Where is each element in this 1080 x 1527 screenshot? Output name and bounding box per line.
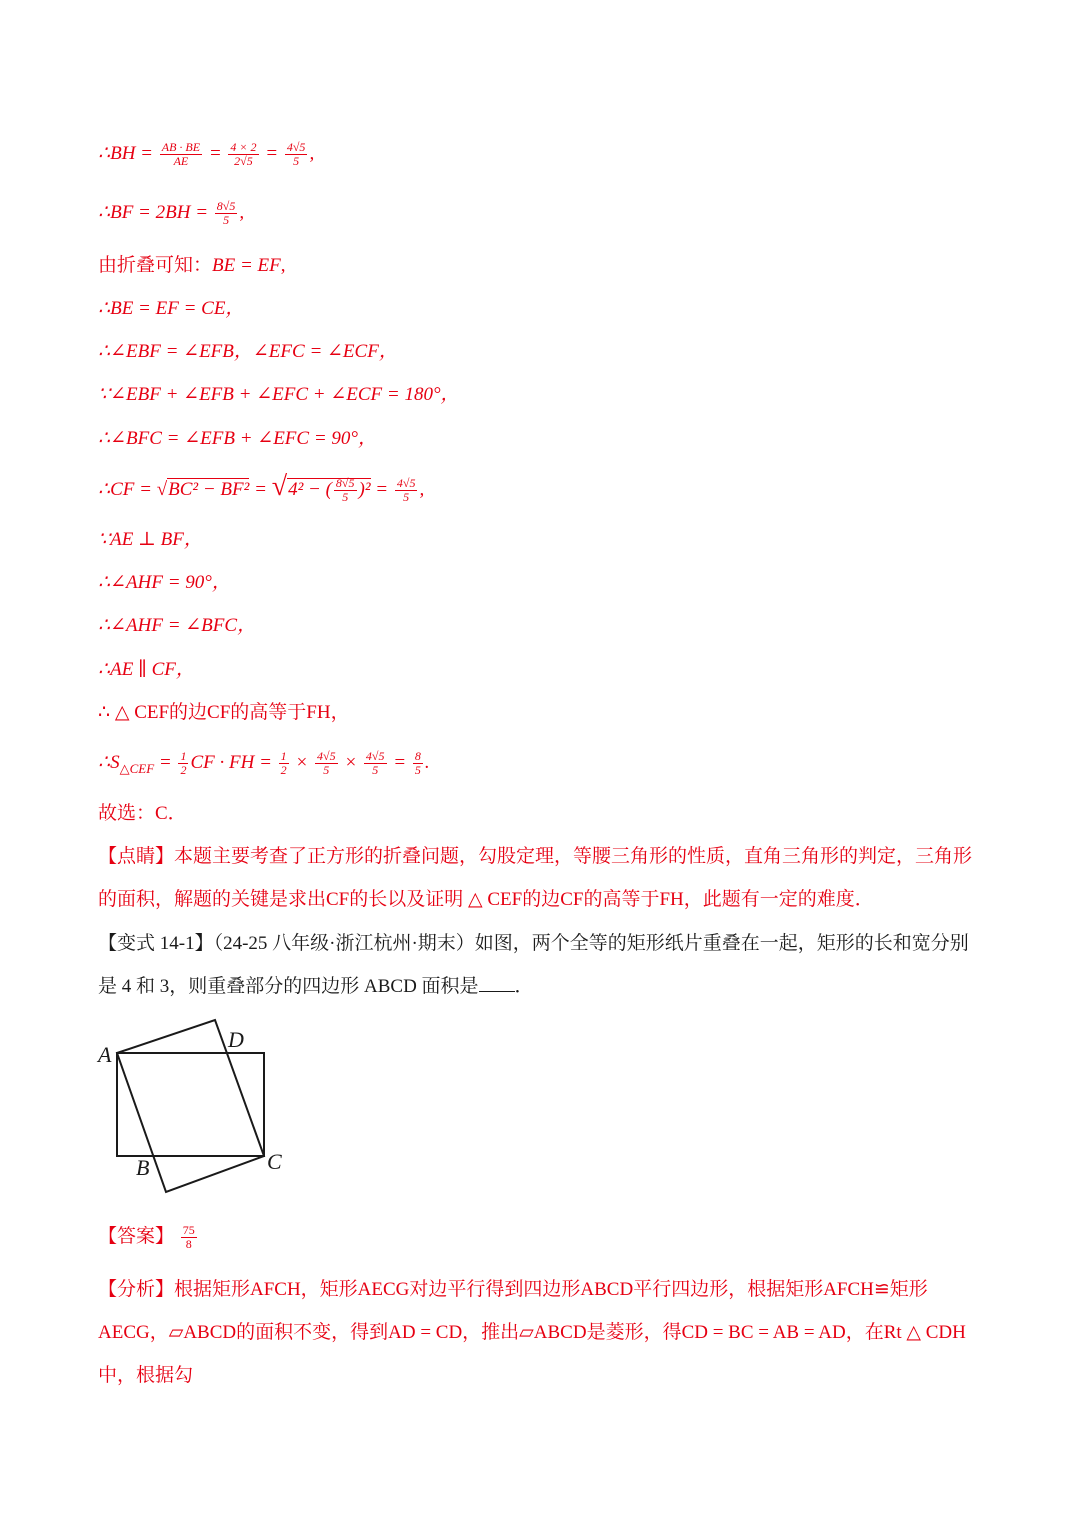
line-bfc-90: ∴∠BFC = ∠EFB + ∠EFC = 90°， xyxy=(98,428,377,449)
fraction: $\frac{8}{5}$ xyxy=(414,749,421,778)
rectangle-horizontal xyxy=(117,1053,264,1156)
rectangles-figure xyxy=(96,1015,296,1200)
line-cf: ∴CF = √BC² − BF² = √4² − ( $\frac{8√5}{5}$ )² = $\frac{4√5}{5}$ , xyxy=(98,471,425,505)
sqrt-4-8sqrt5: 4² − ( $\frac{8√5}{5}$ )² xyxy=(288,476,371,505)
fraction: $\frac{8√5}{5}$ xyxy=(216,199,236,228)
fraction: $\frac{8√5}{5}$ xyxy=(335,476,355,505)
answer-blank xyxy=(479,973,515,992)
line-angles-equal: ∴∠EBF = ∠EFB，∠EFC = ∠ECF， xyxy=(98,341,398,362)
fraction: $\frac{4√5}{5}$ xyxy=(396,476,416,505)
comment-paragraph: 【点睛】本题主要考查了正方形的折叠问题，勾股定理，等腰三角形的性质，直角三角形的判定，三角形的面积，解题的关键是求出CF的长以及证明 △ CEF的边CF的高等于FH，此题有一定的难度． xyxy=(98,846,973,910)
line-be-ef-ce: ∴BE = EF = CE， xyxy=(98,298,245,319)
line-ahf-bfc: ∴∠AHF = ∠BFC， xyxy=(98,615,257,636)
analysis-paragraph: 【分析】根据矩形AFCH，矩形AECG对边平行得到四边形ABCD平行四边形，根据矩形AFCH≌矩形AECG，▱ABCD的面积不变，得到AD = CD，推出▱ABCD是菱形，得CD = BC = AB = AD，在Rt △ CDH中，根据勾 xyxy=(98,1279,966,1386)
line-bh: ∴BH = $\frac{AB \cdot BE}{AE}$ = $\frac{4 \times 2}{2√5}$ = $\frac{4√5}{5}$ , xyxy=(98,140,315,169)
fraction: $\frac{4√5}{5}$ xyxy=(365,749,385,778)
line-ae-parallel-cf: ∴AE ∥ CF， xyxy=(98,659,195,680)
label-a: A xyxy=(98,1042,112,1067)
label-b: B xyxy=(136,1155,150,1180)
fraction: $\frac{4√5}{5}$ xyxy=(286,140,306,169)
line-height-fh: ∴ △ CEF的边CF的高等于FH， xyxy=(98,702,350,723)
fraction: $\frac{1}{2}$ xyxy=(180,749,187,778)
label-c: C xyxy=(267,1149,282,1174)
line-bf: ∴BF = 2BH = $\frac{8√5}{5}$ , xyxy=(98,199,245,228)
sqrt-bc-bf: BC² − BF² xyxy=(168,479,250,500)
line-fold: 由折叠可知：BE = EF, xyxy=(98,255,286,276)
answer-line: 【答案】 $\frac{75}{8}$ xyxy=(98,1223,195,1252)
answer-fraction: $\frac{75}{8}$ xyxy=(182,1223,195,1252)
fraction: $\frac{4√5}{5}$ xyxy=(317,749,336,778)
line-area: $\therefore S_{\triangle CEF}$ = $\frac{1}{2}$ CF · FH = $\frac{1}{2}$ × $\frac{4√5}{5}$ × $\frac{4√5}{5}$ = $\frac{8}{5}$ . xyxy=(98,749,430,778)
variant-question: 【变式 14-1】（24-25 八年级·浙江杭州·期末）如图，两个全等的矩形纸片重叠在一起，矩形的长和宽分别是 4 和 3，则重叠部分的四边形 ABCD 面积是 ． xyxy=(98,933,969,997)
line-ae-perp-bf: ∵AE ⊥ BF， xyxy=(98,529,203,550)
label-d: D xyxy=(228,1027,244,1052)
fraction: $\frac{AB \cdot BE}{AE}$ xyxy=(161,140,201,169)
fraction: $\frac{4 \times 2}{2√5}$ xyxy=(230,140,257,169)
line-choice: 故选：C． xyxy=(98,803,187,824)
fraction: $\frac{1}{2}$ xyxy=(280,749,287,778)
line-angle-sum: ∵∠EBF + ∠EFB + ∠EFC + ∠ECF = 180°， xyxy=(98,384,460,405)
line-ahf-90: ∴∠AHF = 90°， xyxy=(98,572,231,593)
